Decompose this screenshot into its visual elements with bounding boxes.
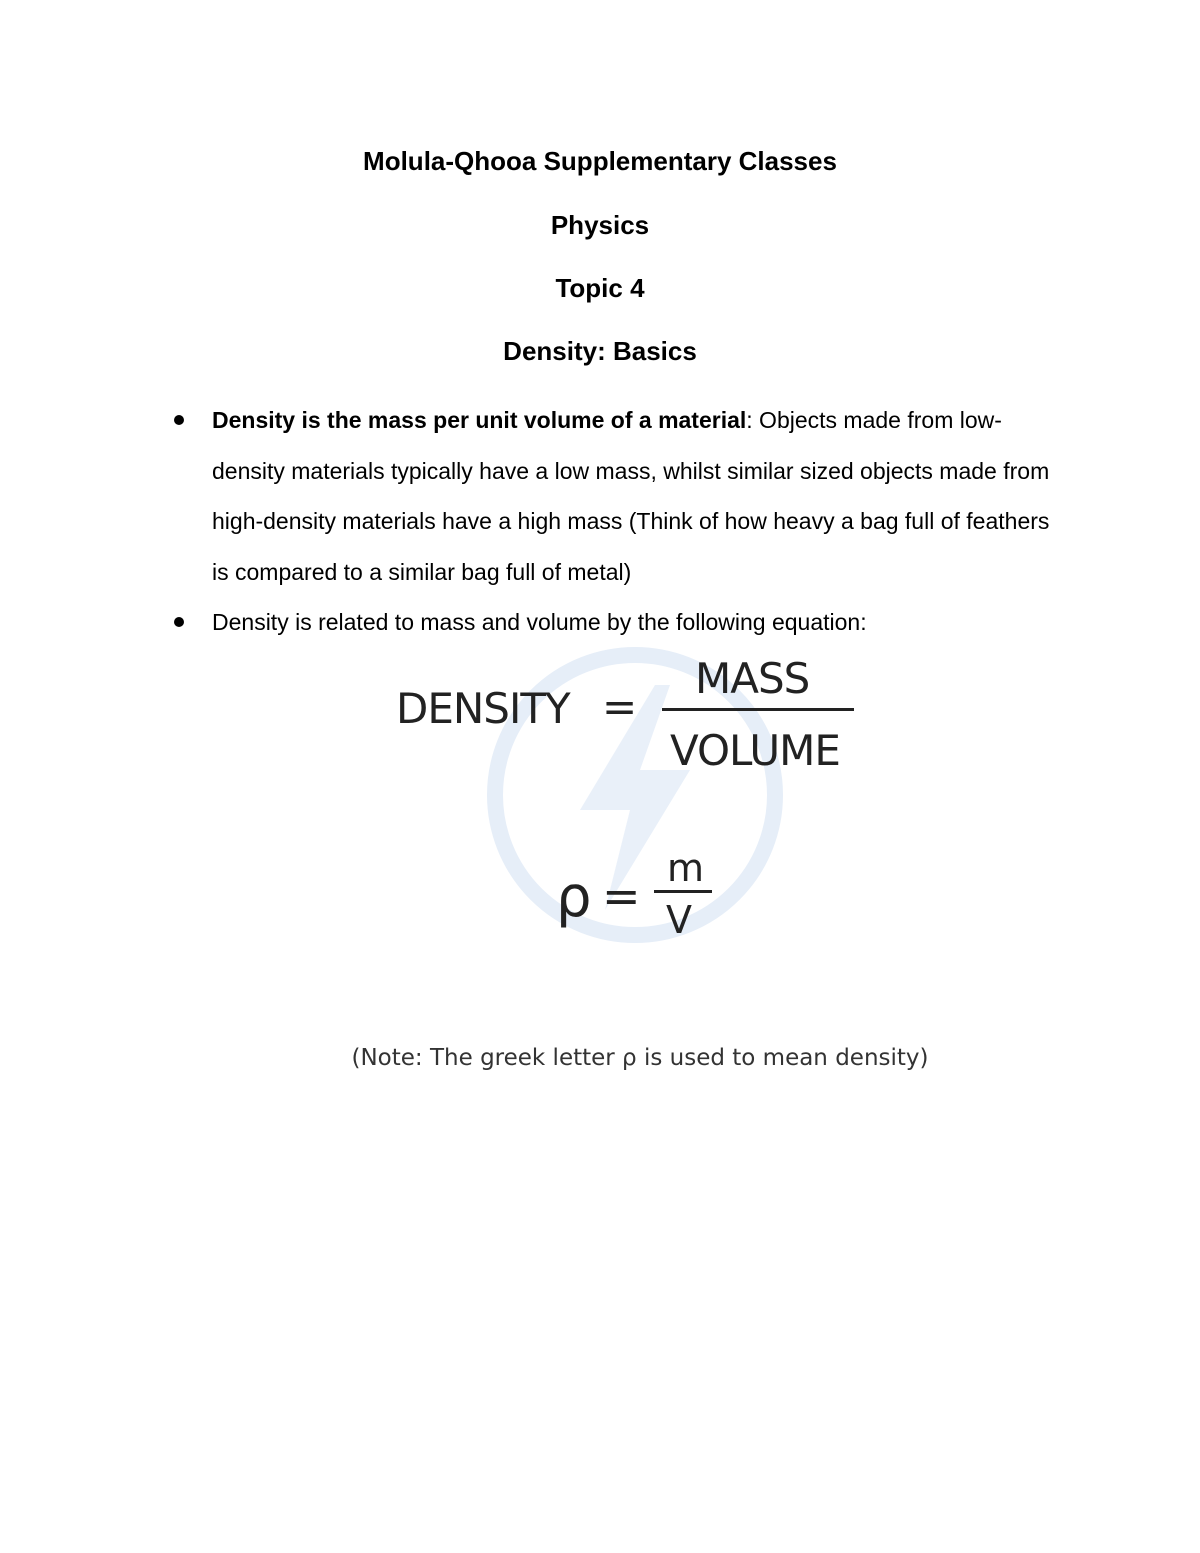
bullet-bold-lead: Density is the mass per unit volume of a material	[212, 407, 747, 433]
density-equation-figure	[380, 640, 880, 970]
equation-symbol-fraction-bar	[654, 890, 712, 893]
subject-heading: Physics	[550, 210, 650, 240]
bullet-item-definition	[212, 395, 1072, 597]
equation-rho-symbol: ρ	[556, 865, 591, 930]
bullet-dot-icon	[174, 415, 184, 425]
bullet-text: : Objects made from low-density materials typically have a low mass, whilst similar sized objects made from high-density materials have a high mass (Think of how heavy a bag full of feathers is compared to a similar bag full of metal)	[212, 407, 1050, 585]
topic-heading: Topic 4	[555, 273, 645, 303]
equation-density-word: DENSITY	[396, 684, 570, 733]
bullet-list	[212, 395, 1072, 648]
bullet-dot-icon	[174, 617, 184, 627]
equation-mass-word: MASS	[695, 654, 810, 703]
equation-symbol-equals-sign: =	[602, 869, 640, 923]
equation-v-symbol: V	[666, 898, 691, 942]
density-note: (Note: The greek letter ρ is used to mean density)	[351, 1045, 929, 1071]
equation-m-symbol: m	[667, 846, 704, 890]
bullet-text: Density is related to mass and volume by the following equation:	[212, 609, 867, 635]
school-name: Molula-Qhooa Supplementary Classes	[363, 146, 837, 176]
page-title: Density: Basics	[503, 336, 697, 366]
equation-fraction-bar	[662, 708, 854, 711]
equation-volume-word: VOLUME	[670, 726, 840, 775]
equation-equals-sign: =	[602, 682, 637, 731]
